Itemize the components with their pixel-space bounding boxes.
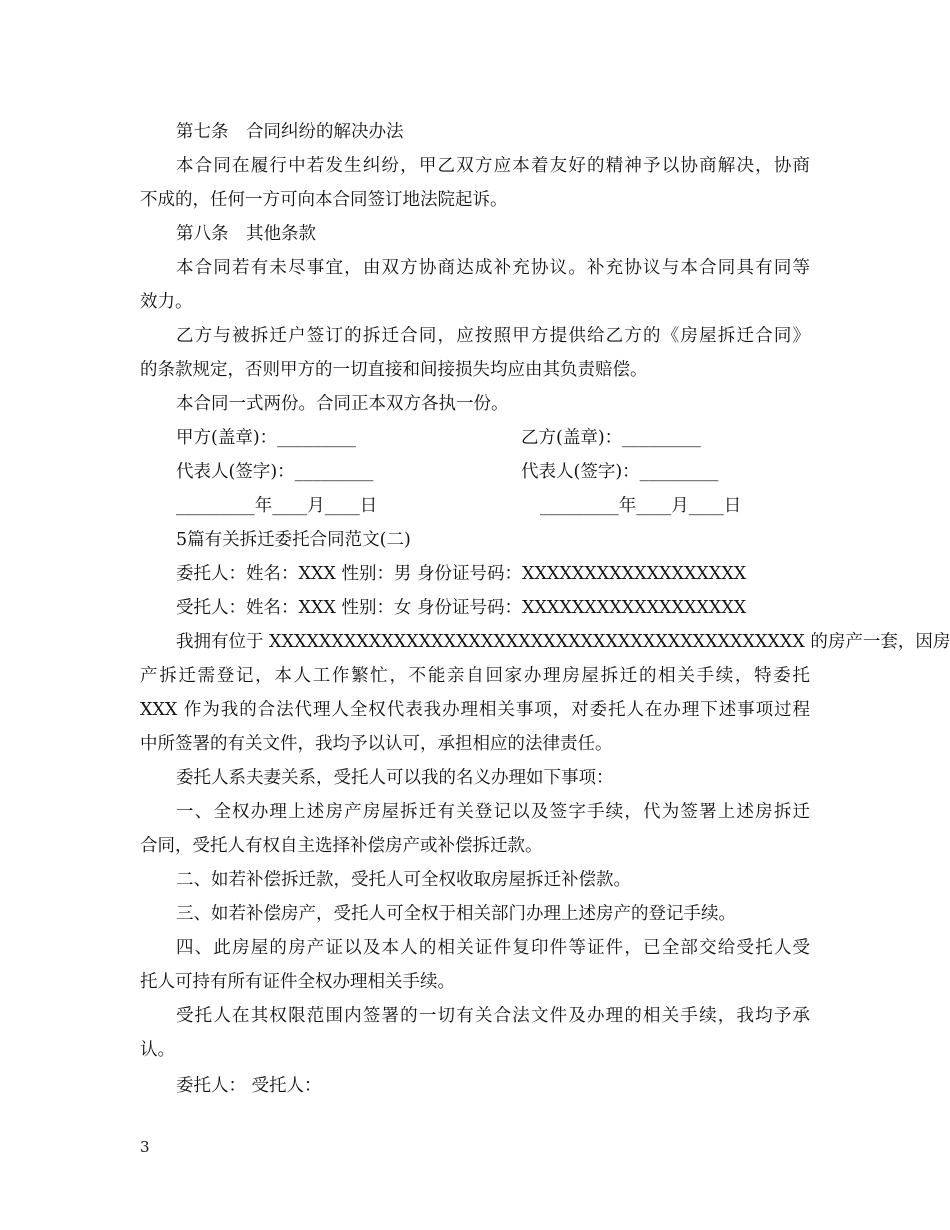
article-7-heading: 第七条 合同纠纷的解决办法 — [176, 122, 404, 142]
list-item-continuation: 合同，受托人有权自主选择补偿房产或补偿拆迁款。 — [140, 836, 543, 856]
final-signature-line: 委托人： 受托人： — [176, 1076, 322, 1096]
paragraph-line: 乙方与被拆迁户签订的拆迁合同，应按照甲方提供给乙方的《房屋拆迁合同》 — [176, 326, 810, 346]
principal-info: 委托人：姓名：XXX 性别：男 身份证号码：XXXXXXXXXXXXXXXXXX — [176, 564, 747, 584]
article-8-heading: 第八条 其他条款 — [176, 224, 316, 244]
party-b-date: _________年____月____日 — [540, 496, 742, 516]
paragraph-line: 产拆迁需登记，本人工作繁忙，不能亲自回家办理房屋拆迁的相关手续，特委托 — [140, 666, 810, 686]
party-a-representative: 代表人(签字)：_________ — [176, 462, 374, 482]
paragraph-line: 本合同若有未尽事宜，由双方协商达成补充协议。补充协议与本合同具有同等 — [176, 258, 810, 278]
section-title: 5篇有关拆迁委托合同范文(二) — [176, 530, 411, 550]
paragraph-line: 中所签署的有关文件，我均予以认可，承担相应的法律责任。 — [140, 734, 613, 754]
paragraph-line: 委托人系夫妻关系，受托人可以我的名义办理如下事项： — [176, 768, 614, 788]
list-item-continuation: 托人可持有所有证件全权办理相关手续。 — [140, 972, 455, 992]
list-item: 三、如若补偿房产，受托人可全权于相关部门办理上述房产的登记手续。 — [176, 904, 736, 924]
paragraph-line: 效力。 — [140, 292, 193, 312]
paragraph-line: 本合同一式两份。合同正本双方各执一份。 — [176, 394, 509, 414]
paragraph-line: 认。 — [140, 1040, 175, 1060]
paragraph-line: 我拥有位于 XXXXXXXXXXXXXXXXXXXXXXXXXXXXXXXXXXXXXXXXXXX 的房产一套，因房 — [176, 632, 950, 652]
party-b-seal: 乙方(盖章)：_________ — [521, 428, 701, 448]
list-item: 二、如若补偿拆迁款，受托人可全权收取房屋拆迁补偿款。 — [176, 870, 631, 890]
party-a-seal: 甲方(盖章)：_________ — [176, 428, 356, 448]
paragraph-line: XXX 作为我的合法代理人全权代表我办理相关事项，对委托人在办理下述事项过程 — [140, 700, 810, 720]
paragraph-line: 受托人在其权限范围内签署的一切有关合法文件及办理的相关手续，我均予承 — [176, 1006, 810, 1026]
list-item: 四、此房屋的房产证以及本人的相关证件复印件等证件，已全部交给受托人受 — [176, 938, 810, 958]
list-item: 一、全权办理上述房产房屋拆迁有关登记以及签字手续，代为签署上述房拆迁 — [176, 802, 810, 822]
agent-info: 受托人：姓名：XXX 性别：女 身份证号码：XXXXXXXXXXXXXXXXXX — [176, 598, 747, 618]
paragraph-line: 本合同在履行中若发生纠纷，甲乙双方应本着友好的精神予以协商解决，协商 — [176, 156, 810, 176]
paragraph-line: 不成的，任何一方可向本合同签订地法院起诉。 — [140, 190, 508, 210]
party-b-representative: 代表人(签字)：_________ — [521, 462, 719, 482]
page-number: 3 — [140, 1138, 150, 1156]
party-a-date: _________年____月____日 — [176, 496, 378, 516]
paragraph-line: 的条款规定，否则甲方的一切直接和间接损失均应由其负责赔偿。 — [140, 360, 648, 380]
